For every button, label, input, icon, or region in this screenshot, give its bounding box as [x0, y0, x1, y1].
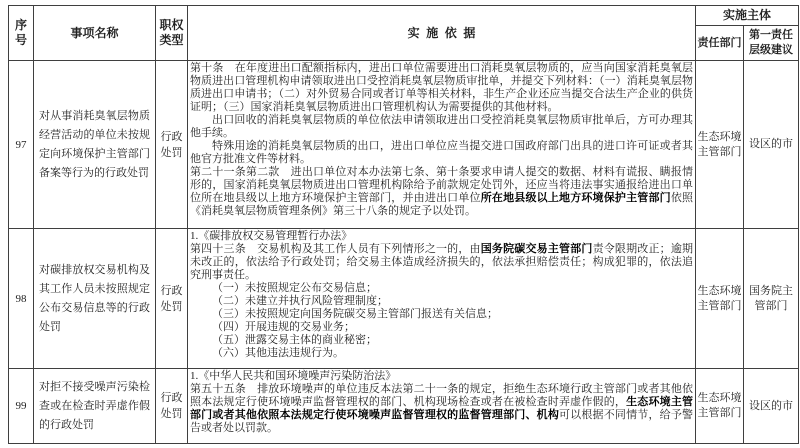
basis-paragraph	[190, 114, 693, 140]
basis-paragraph	[190, 334, 693, 347]
basis-paragraph	[190, 308, 693, 321]
basis-text: 依照《消耗臭氧层物质管理条例》第三十八条的规定予以处罚。	[190, 192, 694, 217]
basis-text: 出口回收的消耗臭氧层物质的单位依法申请领取进出口受控消耗臭氧层物质审批单后，方可办理其他手续。	[190, 114, 693, 139]
basis-paragraph	[190, 62, 693, 114]
basis-bold-emphasis: 国务院碳交易主管部门	[480, 243, 593, 255]
basis-bold-emphasis: 所在地县级以上地方环境保护主管部门	[480, 192, 671, 204]
responsible-department: 生态环境主管部门	[696, 369, 744, 444]
basis-text: 第五十五条 排放环境噪声的单位违反本法第二十一条的规定，拒绝生态环境行政主管部门或者其他依照本法规定行使环境噪声监督管理权的部门、机构现场检查或者在被检查时弄虚作假的，	[190, 383, 693, 408]
authority-matrix-table	[8, 5, 799, 444]
basis-text: 1.《碳排放权交易管理暂行办法》	[190, 230, 353, 242]
basis-text: 可以根据不同情节，给予警告或者处以罚款。	[190, 409, 693, 434]
basis-paragraph	[190, 347, 693, 360]
col-header-responsible-department: 责任部门	[696, 26, 744, 61]
basis-paragraph	[190, 243, 693, 282]
col-header-first-level-suggestion: 第一责任层级建议	[744, 26, 799, 61]
basis-paragraph	[190, 230, 693, 243]
basis-paragraph	[190, 321, 693, 334]
basis-text: （三）未按照规定向国务院碳交易主管部门报送有关信息；	[212, 308, 498, 320]
col-header-authority-type: 职权类型	[156, 6, 188, 61]
table-row	[9, 229, 799, 369]
col-header-index: 序号	[9, 6, 34, 61]
table-row	[9, 61, 799, 229]
basis-paragraph	[190, 370, 693, 383]
basis-text: （二）未建立并执行风险管理制度；	[212, 295, 388, 307]
row-index: 98	[9, 229, 34, 369]
authority-type: 行政处罚	[156, 229, 188, 369]
basis-text: 特殊用途的消耗臭氧层物质的出口，进出口单位应当提交进口国政府部门出具的进口许可证或者其他官方批准文件等材料。	[190, 140, 693, 165]
basis-paragraph	[190, 383, 693, 435]
basis-paragraph	[190, 140, 693, 166]
responsible-department: 生态环境主管部门	[696, 229, 744, 369]
basis-text: 1.《中华人民共和国环境噪声污染防治法》	[190, 370, 397, 382]
col-header-implementation-basis: 实施依据	[188, 6, 696, 61]
implementation-basis	[188, 369, 696, 444]
col-header-implementation-subject: 实施主体	[696, 6, 799, 26]
table-body	[9, 61, 799, 444]
basis-paragraph	[190, 295, 693, 308]
first-level-suggestion: 设区的市	[744, 61, 799, 229]
basis-paragraph	[190, 166, 693, 218]
basis-text: （六）其他违法违规行为。	[212, 347, 344, 359]
basis-text: 责令限期改正；逾期未改正的，依法给予行政处罚；给交易主体造成经济损失的，依法承担赔偿责任；构成犯罪的，依法追究刑事责任。	[190, 243, 694, 281]
row-index: 97	[9, 61, 34, 229]
item-name: 对碳排放权交易机构及其工作人员未按照规定公布交易信息等的行政处罚	[34, 229, 156, 369]
first-level-suggestion: 设区的市	[744, 369, 799, 444]
basis-bold-emphasis: 生态环境主管部门或者其他依照本法规定行使环境噪声监督管理权的监督管理部门、机构	[190, 396, 694, 421]
basis-text: 第四十三条 交易机构及其工作人员有下列情形之一的，由	[190, 243, 481, 255]
basis-text: （一）未按照规定公布交易信息；	[212, 282, 377, 294]
table-row	[9, 369, 799, 444]
col-header-item-name: 事项名称	[34, 6, 156, 61]
header-row-top	[9, 6, 799, 26]
basis-text: 第二十一条第二款 进出口单位对本办法第七条、第十条要求申请人提交的数据、材料有谎报、瞒报情形的，国家消耗臭氧层物质进出口管理机构除给予前款规定处罚外，还应当将违法事实通报给进出口单位所在地县级以上地方环境保护主管部门，并由进出口单位	[190, 166, 693, 204]
item-name: 对从事消耗臭氧层物质经营活动的单位未按规定向环境保护主管部门备案等行为的行政处罚	[34, 61, 156, 229]
row-index: 99	[9, 369, 34, 444]
first-level-suggestion: 国务院主管部门	[744, 229, 799, 369]
table-header	[9, 6, 799, 61]
authority-type: 行政处罚	[156, 61, 188, 229]
basis-text: （四）开展违规的交易业务；	[212, 321, 355, 333]
implementation-basis	[188, 61, 696, 229]
authority-type: 行政处罚	[156, 369, 188, 444]
basis-text: 第十条 在年度进出口配额指标内，进出口单位需要进出口消耗臭氧层物质的，应当向国家消耗臭氧层物质进出口管理机构申请领取进出口受控消耗臭氧层物质审批单，并提交下列材料：（一）消耗臭氧层物质进出口申请书；（二）对外贸易合同或者订单等相关材料，非生产企业还应当提交合法生产企业的供货证明；（三）国家消耗臭氧层物质进出口管理机构认为需要提供的其他材料。	[190, 62, 693, 113]
implementation-basis	[188, 229, 696, 369]
responsible-department: 生态环境主管部门	[696, 61, 744, 229]
item-name: 对拒不接受噪声污染检查或在检查时弄虚作假的行政处罚	[34, 369, 156, 444]
basis-paragraph	[190, 282, 693, 295]
basis-text: （五）泄露交易主体的商业秘密；	[212, 334, 377, 346]
